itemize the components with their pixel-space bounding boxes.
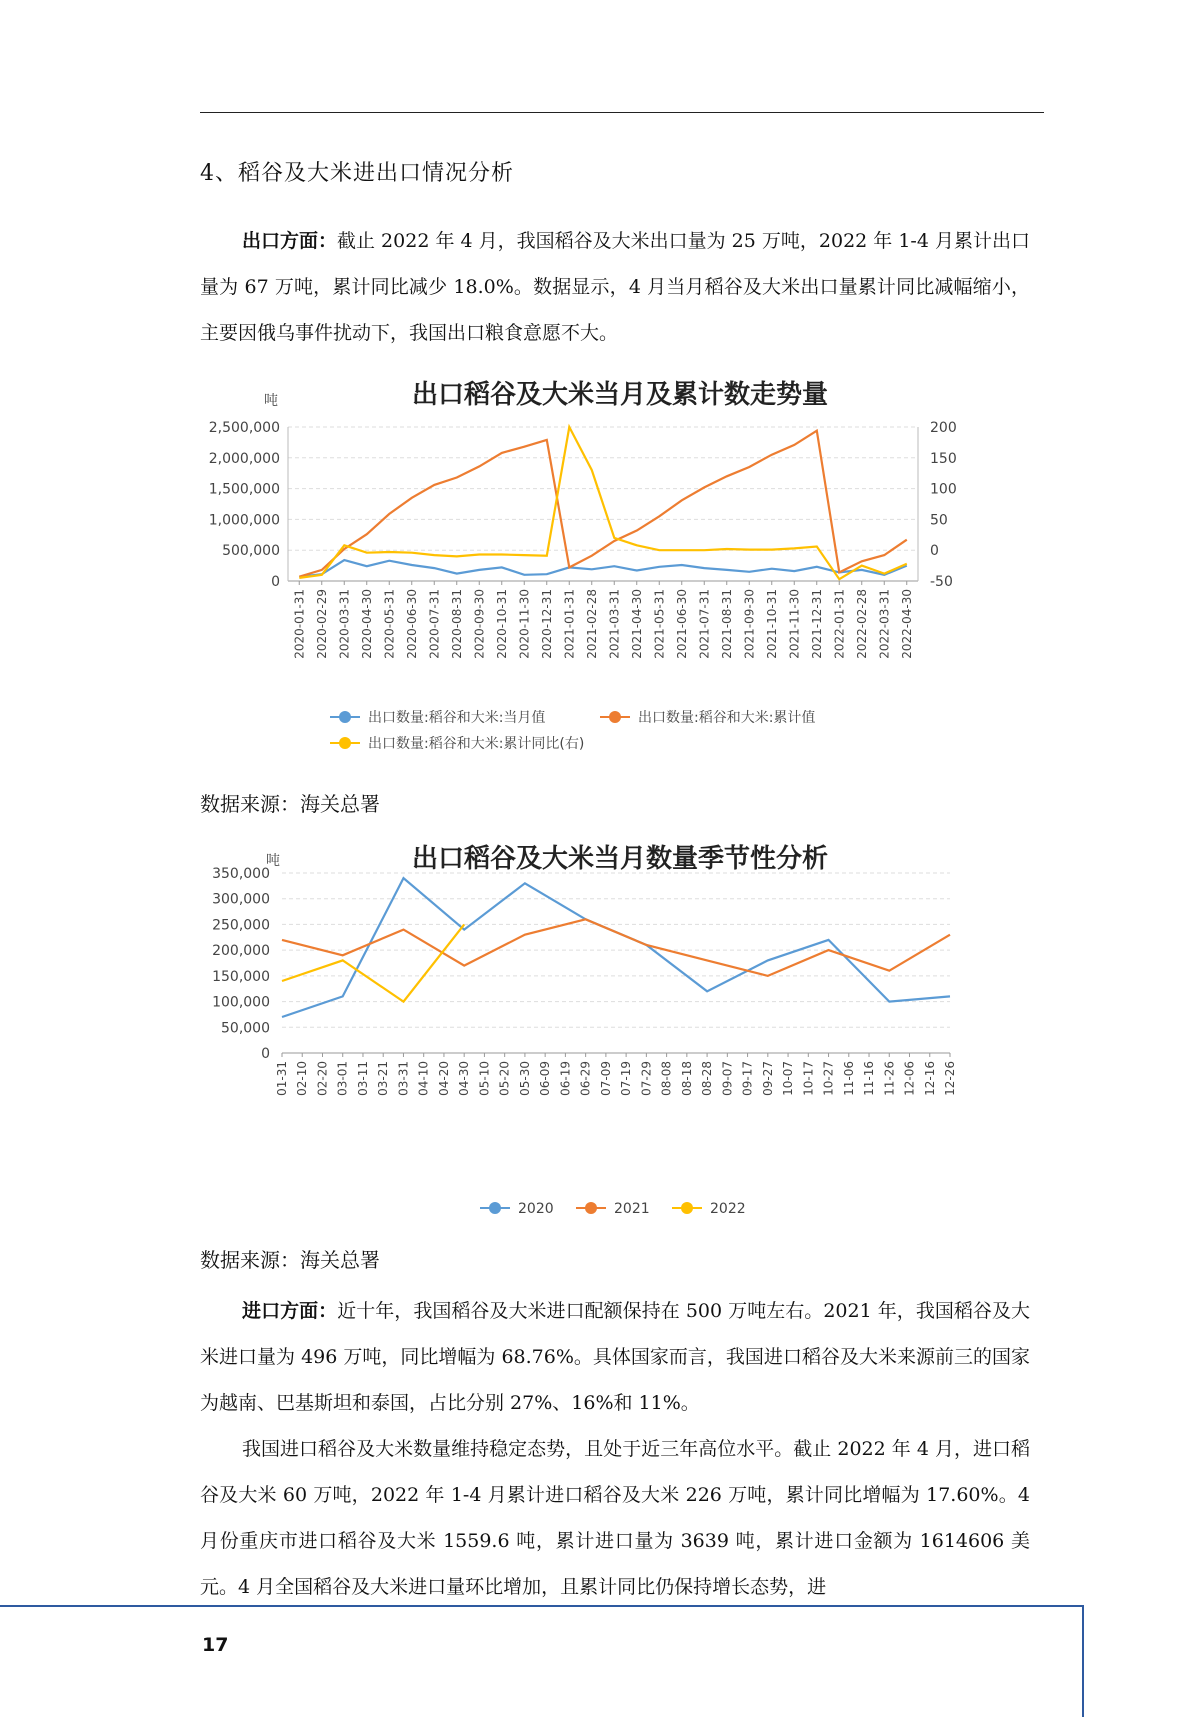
export-paragraph — [200, 218, 1030, 356]
chart2-xtick-label: 04-20 — [436, 1061, 451, 1096]
chart2-ytick: 300,000 — [212, 891, 270, 908]
chart2-xtick-label: 07-09 — [598, 1061, 613, 1096]
chart2-xtick-label: 02-10 — [295, 1061, 310, 1096]
chart1-xtick-label: 2022-04-30 — [899, 589, 914, 659]
footer-frame — [0, 1605, 1084, 1717]
chart1-ytick-right: 200 — [930, 420, 957, 436]
chart1-title: 出口稻谷及大米当月及累计数走势量 — [411, 380, 829, 410]
header-rule — [200, 112, 1044, 113]
chart1-xtick-label: 2020-12-31 — [539, 589, 554, 659]
chart1-ytick-left: 0 — [271, 574, 280, 590]
chart1-ytick-left: 1,500,000 — [208, 481, 280, 498]
chart1-legend-marker — [339, 711, 351, 723]
import-paragraph — [200, 1288, 1030, 1426]
chart2-xtick-label: 06-09 — [538, 1061, 553, 1096]
import-paragraph-2 — [200, 1426, 1030, 1610]
chart1-legend-marker — [609, 711, 621, 723]
chart1-legend-label: 出口数量:稻谷和大米:累计值 — [638, 710, 816, 726]
chart1-ytick-left: 500,000 — [222, 543, 280, 560]
chart2-legend-marker — [681, 1202, 693, 1214]
chart1-xtick-label: 2021-10-31 — [764, 589, 779, 659]
chart2-xtick-label: 10-07 — [781, 1061, 796, 1096]
import-label: 进口方面： — [242, 1300, 338, 1322]
chart2-ytick: 0 — [261, 1046, 270, 1062]
chart2-xtick-label: 04-30 — [457, 1061, 472, 1096]
chart2-legend-label: 2020 — [518, 1201, 554, 1217]
source-label-1: 数据来源：海关总署 — [200, 792, 380, 816]
chart1-ytick-right: 100 — [930, 481, 957, 498]
chart2-title: 出口稻谷及大米当月数量季节性分析 — [411, 844, 829, 874]
chart1-xtick-label: 2021-04-30 — [629, 589, 644, 659]
chart1-xtick-label: 2021-08-31 — [719, 589, 734, 659]
chart1-xtick-label: 2021-03-31 — [607, 589, 622, 659]
chart2-xtick-label: 03-01 — [335, 1061, 350, 1096]
chart2-series-line-2021 — [282, 919, 950, 976]
chart1-xtick-label: 2022-01-31 — [832, 589, 847, 659]
chart2-xtick-label: 07-19 — [619, 1061, 634, 1096]
section-title: 4、稻谷及大米进出口情况分析 — [200, 161, 514, 186]
chart1-xtick-label: 2022-03-31 — [877, 589, 892, 659]
chart2-xtick-label: 06-29 — [578, 1061, 593, 1096]
chart1-xtick-label: 2021-02-28 — [584, 589, 599, 659]
chart1-xtick-label: 2020-06-30 — [404, 589, 419, 659]
chart2-xtick-label: 11-06 — [841, 1061, 856, 1096]
chart2-xtick-label: 10-17 — [801, 1061, 816, 1096]
chart2-xtick-label: 08-08 — [659, 1061, 674, 1096]
chart2-ytick: 100,000 — [212, 994, 270, 1011]
chart2-xtick-label: 03-21 — [376, 1061, 391, 1096]
chart2-xtick-label: 04-10 — [416, 1061, 431, 1096]
chart2-legend-label: 2022 — [710, 1201, 746, 1217]
chart1-xtick-label: 2022-02-28 — [854, 589, 869, 659]
chart2-xtick-label: 05-30 — [517, 1061, 532, 1096]
chart2-ytick: 200,000 — [212, 943, 270, 960]
chart-seasonal — [180, 835, 1060, 1230]
chart1-xtick-label: 2021-05-31 — [652, 589, 667, 659]
chart2-xtick-label: 07-29 — [639, 1061, 654, 1096]
chart2-unit: 吨 — [266, 853, 280, 869]
chart1-xtick-label: 2020-08-31 — [449, 589, 464, 659]
chart1-xtick-label: 2021-06-30 — [674, 589, 689, 659]
chart2-xtick-label: 11-16 — [862, 1061, 877, 1096]
chart2-legend-label: 2021 — [614, 1201, 650, 1217]
chart2-xtick-label: 11-26 — [882, 1061, 897, 1096]
chart2-xtick-label: 02-20 — [315, 1061, 330, 1096]
chart2-xtick-label: 08-28 — [700, 1061, 715, 1096]
chart2-xtick-label: 05-10 — [477, 1061, 492, 1096]
chart1-ytick-right: 0 — [930, 543, 939, 560]
chart1-xtick-label: 2021-11-30 — [787, 589, 802, 659]
chart1-unit: 吨 — [264, 393, 278, 409]
chart2-xtick-label: 06-19 — [558, 1061, 573, 1096]
chart2-xtick-label: 01-31 — [275, 1061, 289, 1096]
chart1-legend-label: 出口数量:稻谷和大米:当月值 — [368, 710, 546, 726]
chart1-series-line-0 — [299, 560, 907, 577]
page-number: 17 — [202, 1634, 229, 1656]
chart2-ytick: 150,000 — [212, 968, 270, 985]
chart2-xtick-label: 05-20 — [497, 1061, 512, 1096]
chart1-legend-label: 出口数量:稻谷和大米:累计同比(右) — [368, 736, 585, 752]
chart1-ytick-left: 1,000,000 — [208, 512, 280, 529]
chart2-xtick-label: 12-06 — [902, 1061, 917, 1096]
chart2-xtick-label: 09-17 — [740, 1061, 755, 1096]
chart1-xtick-label: 2021-09-30 — [742, 589, 757, 659]
chart2-legend-marker — [585, 1202, 597, 1214]
chart1-ytick-left: 2,500,000 — [208, 420, 280, 436]
chart1-xtick-label: 2020-02-29 — [314, 589, 329, 659]
chart2-xtick-label: 08-18 — [679, 1061, 694, 1096]
chart1-ytick-right: -50 — [930, 574, 953, 590]
export-label: 出口方面： — [242, 230, 338, 252]
chart1-xtick-label: 2021-07-31 — [697, 589, 712, 659]
chart1-xtick-label: 2020-09-30 — [472, 589, 487, 659]
chart1-ytick-right: 50 — [930, 512, 948, 529]
chart2-xtick-label: 03-11 — [355, 1061, 370, 1096]
chart2-ytick: 50,000 — [221, 1020, 270, 1037]
chart1-xtick-label: 2020-05-31 — [382, 589, 397, 659]
chart1-xtick-label: 2020-10-31 — [494, 589, 509, 659]
chart1-ytick-right: 150 — [930, 450, 957, 467]
chart1-xtick-label: 2020-11-30 — [517, 589, 532, 659]
chart1-legend-marker — [339, 737, 351, 749]
chart2-xtick-label: 12-26 — [943, 1061, 957, 1096]
chart-export-trend — [180, 375, 1060, 770]
chart2-ytick: 350,000 — [212, 866, 270, 882]
chart1-series-line-2 — [299, 427, 907, 579]
import-text: 近十年，我国稻谷及大米进口配额保持在 500 万吨左右。2021 年，我国稻谷及大米进口量为 496 万吨，同比增幅为 68.76%。具体国家而言，我国进口稻谷及大米来源前三的国家为越南、巴基斯坦和泰国，占比分别 27%、16%和 11%。 — [200, 1300, 1030, 1414]
chart1-xtick-label: 2021-12-31 — [809, 589, 824, 659]
chart2-xtick-label: 10-27 — [821, 1061, 836, 1096]
chart2-xtick-label: 09-07 — [720, 1061, 735, 1096]
import-text-2: 我国进口稻谷及大米数量维持稳定态势，且处于近三年高位水平。截止 2022 年 4 月，进口稻谷及大米 60 万吨，2022 年 1-4 月累计进口稻谷及大米 226 万吨，累计同比增幅为 17.60%。4 月份重庆市进口稻谷及大米 1559.6 吨，累计进口量为 3639 吨，累计进口金额为 1614606 美元。4 月全国稻谷及大米进口量环比增加，且累计同比仍保持增长态势，进 — [200, 1438, 1030, 1598]
chart2-ytick: 250,000 — [212, 917, 270, 934]
chart1-xtick-label: 2020-07-31 — [427, 589, 442, 659]
chart1-xtick-label: 2020-04-30 — [359, 589, 374, 659]
export-text: 截止 2022 年 4 月，我国稻谷及大米出口量为 25 万吨，2022 年 1-4 月累计出口量为 67 万吨，累计同比减少 18.0%。数据显示，4 月当月稻谷及大米出口量累计同比减幅缩小，主要因俄乌事件扰动下，我国出口粮食意愿不大。 — [200, 230, 1030, 344]
chart2-xtick-label: 12-16 — [922, 1061, 937, 1096]
chart1-ytick-left: 2,000,000 — [208, 450, 280, 467]
chart2-legend-marker — [489, 1202, 501, 1214]
chart2-xtick-label: 03-31 — [396, 1061, 411, 1096]
source-label-2: 数据来源：海关总署 — [200, 1248, 380, 1272]
chart1-xtick-label: 2021-01-31 — [562, 589, 577, 659]
chart1-xtick-label: 2020-01-31 — [292, 589, 307, 659]
chart2-xtick-label: 09-27 — [760, 1061, 775, 1096]
chart1-xtick-label: 2020-03-31 — [337, 589, 352, 659]
